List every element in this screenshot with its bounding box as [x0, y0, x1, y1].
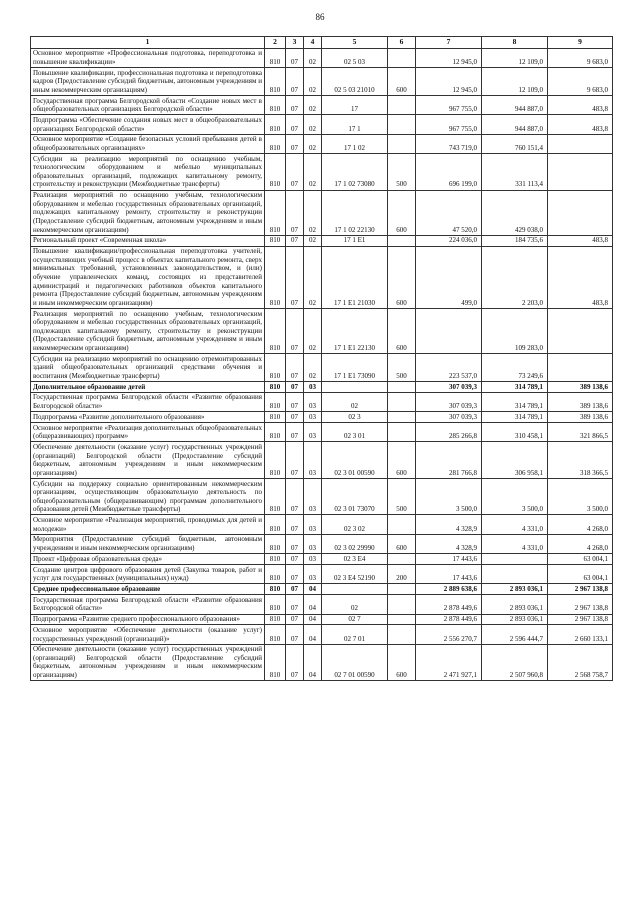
table-row	[31, 565, 613, 584]
item-name-cell: Основное мероприятие «Профессиональная подготовка, переподготовка и повышение квалификации»	[31, 48, 265, 67]
expense-type-cell: 600	[388, 644, 416, 681]
expense-type-cell	[388, 412, 416, 423]
amount-year1-cell: 2 878 449,6	[416, 595, 482, 614]
ministry-code-cell: 810	[265, 48, 286, 67]
amount-year3-cell: 9 683,0	[548, 48, 613, 67]
amount-year2-cell: 4 331,0	[482, 515, 548, 534]
amount-year1-cell: 696 199,0	[416, 154, 482, 191]
target-article-cell	[322, 382, 388, 393]
target-article-cell: 02 5 03 21010	[322, 67, 388, 95]
amount-year1-cell: 967 755,0	[416, 115, 482, 134]
ministry-code-cell: 810	[265, 422, 286, 441]
amount-year3-cell: 483,8	[548, 115, 613, 134]
amount-year2-cell: 429 038,0	[482, 190, 548, 235]
ministry-code-cell: 810	[265, 246, 286, 308]
section-code-cell: 07	[286, 48, 304, 67]
ministry-code-cell: 810	[265, 235, 286, 246]
section-code-cell: 07	[286, 115, 304, 134]
amount-year3-cell: 389 138,6	[548, 392, 613, 411]
amount-year3-cell	[548, 308, 613, 353]
expense-type-cell	[388, 515, 416, 534]
amount-year3-cell: 483,8	[548, 95, 613, 114]
subsection-code-cell: 03	[304, 534, 322, 553]
amount-year2-cell: 2 893 036,1	[482, 584, 548, 595]
table-row	[31, 554, 613, 565]
table-row	[31, 48, 613, 67]
target-article-cell: 02	[322, 595, 388, 614]
header-cell: 8	[482, 37, 548, 49]
ministry-code-cell: 810	[265, 134, 286, 153]
subsection-code-cell: 02	[304, 48, 322, 67]
section-code-cell: 07	[286, 190, 304, 235]
target-article-cell: 02 5 03	[322, 48, 388, 67]
subsection-code-cell: 04	[304, 584, 322, 595]
target-article-cell: 17 1 E1	[322, 235, 388, 246]
expense-type-cell: 600	[388, 442, 416, 479]
expense-type-cell	[388, 134, 416, 153]
item-name-cell: Подпрограмма «Развитие среднего профессионального образования»	[31, 614, 265, 625]
table-row	[31, 442, 613, 479]
amount-year1-cell: 307 039,3	[416, 412, 482, 423]
subsection-code-cell: 03	[304, 412, 322, 423]
item-name-cell: Региональный проект «Современная школа»	[31, 235, 265, 246]
table-row	[31, 95, 613, 114]
amount-year3-cell: 389 138,6	[548, 382, 613, 393]
item-name-cell: Повышение квалификации/профессиональная переподготовка учителей, осуществляющих учебный процесс в объектах капитального ремонта, сверх минимальных требований, установленных законодательством, и (или) обучение управленческих команд, состоящих из представителей администраций и педагогических работников объектов капитального ремонта (Предоставление субсидий бюджетным, автономным учреждениям и иным некоммерческим организациям)	[31, 246, 265, 308]
expense-type-cell	[388, 422, 416, 441]
expense-type-cell	[388, 595, 416, 614]
subsection-code-cell: 02	[304, 308, 322, 353]
amount-year1-cell: 2 556 270,7	[416, 625, 482, 644]
subsection-code-cell: 03	[304, 442, 322, 479]
header-cell: 3	[286, 37, 304, 49]
target-article-cell: 17 1 E1 73090	[322, 354, 388, 382]
expense-type-cell: 500	[388, 478, 416, 515]
subsection-code-cell: 03	[304, 422, 322, 441]
section-code-cell: 07	[286, 246, 304, 308]
table-row	[31, 644, 613, 681]
ministry-code-cell: 810	[265, 644, 286, 681]
amount-year3-cell: 483,8	[548, 235, 613, 246]
target-article-cell: 02 3 01 00590	[322, 442, 388, 479]
item-name-cell: Реализация мероприятий по оснащению учебным, технологическим оборудованием и мебелью государственных образовательных организаций, подлежащих капитальному ремонту, строительству и реконструкции (Предоставление субсидий бюджетным, автономным учреждениям и иным некоммерческим организациям)	[31, 308, 265, 353]
header-cell: 2	[265, 37, 286, 49]
target-article-cell: 02 3 E4	[322, 554, 388, 565]
amount-year2-cell: 4 331,0	[482, 534, 548, 553]
amount-year1-cell: 499,0	[416, 246, 482, 308]
budget-table	[30, 36, 613, 681]
amount-year2-cell: 306 958,1	[482, 442, 548, 479]
amount-year3-cell: 2 967 138,8	[548, 584, 613, 595]
amount-year3-cell	[548, 190, 613, 235]
amount-year3-cell: 3 500,0	[548, 478, 613, 515]
subsection-code-cell: 03	[304, 392, 322, 411]
amount-year1-cell: 3 500,0	[416, 478, 482, 515]
expense-type-cell: 500	[388, 354, 416, 382]
amount-year2-cell: 2 893 036,1	[482, 595, 548, 614]
ministry-code-cell: 810	[265, 584, 286, 595]
amount-year3-cell	[548, 134, 613, 153]
section-code-cell: 07	[286, 554, 304, 565]
item-name-cell: Основное мероприятие «Обеспечение деятельности (оказание услуг) государственных учреждений (организаций)»	[31, 625, 265, 644]
amount-year2-cell: 2 507 960,8	[482, 644, 548, 681]
item-name-cell: Государственная программа Белгородской области «Развитие образования Белгородской области»	[31, 392, 265, 411]
subsection-code-cell: 03	[304, 565, 322, 584]
amount-year3-cell: 321 866,5	[548, 422, 613, 441]
subsection-code-cell: 03	[304, 515, 322, 534]
table-row	[31, 412, 613, 423]
amount-year3-cell: 2 967 138,8	[548, 595, 613, 614]
item-name-cell: Обеспечение деятельности (оказание услуг) государственных учреждений (организаций) Белгородской области (Предоставление субсидий бюджетным, автономным учреждениям и иным некоммерческим организациям)	[31, 644, 265, 681]
target-article-cell	[322, 584, 388, 595]
amount-year1-cell: 12 945,0	[416, 48, 482, 67]
ministry-code-cell: 810	[265, 478, 286, 515]
amount-year3-cell: 4 268,0	[548, 515, 613, 534]
expense-type-cell	[388, 95, 416, 114]
expense-type-cell: 200	[388, 565, 416, 584]
target-article-cell: 02 7	[322, 614, 388, 625]
amount-year3-cell: 483,8	[548, 246, 613, 308]
section-code-cell: 07	[286, 644, 304, 681]
item-name-cell: Повышение квалификации, профессиональная подготовка и переподготовка кадров (Предоставление субсидий бюджетным, автономным учреждениям и иным некоммерческим организациям)	[31, 67, 265, 95]
ministry-code-cell: 810	[265, 67, 286, 95]
amount-year1-cell: 17 443,6	[416, 554, 482, 565]
ministry-code-cell: 810	[265, 534, 286, 553]
target-article-cell: 17 1 02 73080	[322, 154, 388, 191]
section-code-cell: 07	[286, 422, 304, 441]
subsection-code-cell: 02	[304, 190, 322, 235]
subsection-code-cell: 04	[304, 644, 322, 681]
subsection-code-cell: 04	[304, 595, 322, 614]
target-article-cell: 17 1 E1 21030	[322, 246, 388, 308]
ministry-code-cell: 810	[265, 565, 286, 584]
item-name-cell: Основное мероприятие «Создание безопасных условий пребывания детей в общеобразовательных организациях»	[31, 134, 265, 153]
ministry-code-cell: 810	[265, 554, 286, 565]
subsection-code-cell: 02	[304, 115, 322, 134]
amount-year2-cell: 184 735,6	[482, 235, 548, 246]
amount-year1-cell: 17 443,6	[416, 565, 482, 584]
ministry-code-cell: 810	[265, 308, 286, 353]
subsection-code-cell: 02	[304, 134, 322, 153]
amount-year2-cell: 310 458,1	[482, 422, 548, 441]
table-row	[31, 478, 613, 515]
target-article-cell: 17 1 02	[322, 134, 388, 153]
section-code-cell: 07	[286, 308, 304, 353]
amount-year3-cell: 4 268,0	[548, 534, 613, 553]
amount-year1-cell: 2 889 638,6	[416, 584, 482, 595]
table-row	[31, 625, 613, 644]
target-article-cell: 02 3	[322, 412, 388, 423]
amount-year1-cell: 967 755,0	[416, 95, 482, 114]
amount-year1-cell: 4 328,9	[416, 534, 482, 553]
table-row	[31, 134, 613, 153]
amount-year1-cell: 285 266,8	[416, 422, 482, 441]
section-code-cell: 07	[286, 442, 304, 479]
amount-year2-cell: 2 203,0	[482, 246, 548, 308]
ministry-code-cell: 810	[265, 515, 286, 534]
expense-type-cell	[388, 584, 416, 595]
amount-year2-cell: 73 249,6	[482, 354, 548, 382]
table-row	[31, 115, 613, 134]
subsection-code-cell: 02	[304, 95, 322, 114]
table-row	[31, 246, 613, 308]
expense-type-cell: 600	[388, 190, 416, 235]
expense-type-cell	[388, 382, 416, 393]
expense-type-cell	[388, 614, 416, 625]
table-row	[31, 382, 613, 393]
section-code-cell: 07	[286, 382, 304, 393]
subsection-code-cell: 02	[304, 235, 322, 246]
ministry-code-cell: 810	[265, 595, 286, 614]
table-row	[31, 190, 613, 235]
item-name-cell: Подпрограмма «Обеспечение создания новых мест в общеобразовательных организациях Белгородской области»	[31, 115, 265, 134]
subsection-code-cell: 02	[304, 67, 322, 95]
amount-year1-cell: 307 039,3	[416, 392, 482, 411]
table-header-row	[31, 37, 613, 49]
target-article-cell: 17	[322, 95, 388, 114]
section-code-cell: 07	[286, 154, 304, 191]
amount-year2-cell	[482, 565, 548, 584]
target-article-cell: 02 3 02 29990	[322, 534, 388, 553]
amount-year3-cell: 389 138,6	[548, 412, 613, 423]
header-cell: 4	[304, 37, 322, 49]
item-name-cell: Подпрограмма «Развитие дополнительного образования»	[31, 412, 265, 423]
table-row	[31, 354, 613, 382]
ministry-code-cell: 810	[265, 115, 286, 134]
table-row	[31, 422, 613, 441]
section-code-cell: 07	[286, 354, 304, 382]
ministry-code-cell: 810	[265, 614, 286, 625]
expense-type-cell: 600	[388, 246, 416, 308]
amount-year2-cell: 109 283,0	[482, 308, 548, 353]
target-article-cell: 02 7 01 00590	[322, 644, 388, 681]
amount-year2-cell: 944 887,0	[482, 115, 548, 134]
amount-year1-cell: 12 945,0	[416, 67, 482, 95]
item-name-cell: Основное мероприятие «Реализация дополнительных общеобразовательных (общеразвивающих) программ»	[31, 422, 265, 441]
subsection-code-cell: 03	[304, 554, 322, 565]
table-row	[31, 595, 613, 614]
amount-year3-cell: 2 967 138,8	[548, 614, 613, 625]
section-code-cell: 07	[286, 478, 304, 515]
section-code-cell: 07	[286, 534, 304, 553]
table-row	[31, 235, 613, 246]
item-name-cell: Основное мероприятие «Реализация мероприятий, проводимых для детей и молодежи»	[31, 515, 265, 534]
section-code-cell: 07	[286, 392, 304, 411]
subsection-code-cell: 04	[304, 614, 322, 625]
table-row	[31, 534, 613, 553]
target-article-cell: 02 7 01	[322, 625, 388, 644]
item-name-cell: Создание центров цифрового образования детей (Закупка товаров, работ и услуг для государственных (муниципальных) нужд)	[31, 565, 265, 584]
table-row	[31, 614, 613, 625]
amount-year1-cell: 281 766,8	[416, 442, 482, 479]
target-article-cell: 02 3 E4 52190	[322, 565, 388, 584]
amount-year2-cell: 12 109,0	[482, 67, 548, 95]
subsection-code-cell: 03	[304, 382, 322, 393]
section-code-cell: 07	[286, 134, 304, 153]
amount-year3-cell: 318 366,5	[548, 442, 613, 479]
item-name-cell: Субсидии на реализацию мероприятий по оснащению отремонтированных зданий общеобразовательных организаций средствами обучения и воспитания (Межбюджетные трансферты)	[31, 354, 265, 382]
section-code-cell: 07	[286, 584, 304, 595]
amount-year2-cell: 12 109,0	[482, 48, 548, 67]
amount-year3-cell: 2 568 758,7	[548, 644, 613, 681]
ministry-code-cell: 810	[265, 354, 286, 382]
amount-year1-cell: 224 036,0	[416, 235, 482, 246]
ministry-code-cell: 810	[265, 95, 286, 114]
item-name-cell: Дополнительное образование детей	[31, 382, 265, 393]
amount-year3-cell: 2 660 133,1	[548, 625, 613, 644]
expense-type-cell	[388, 392, 416, 411]
amount-year3-cell	[548, 354, 613, 382]
ministry-code-cell: 810	[265, 412, 286, 423]
table-row	[31, 67, 613, 95]
subsection-code-cell: 03	[304, 478, 322, 515]
amount-year2-cell: 331 113,4	[482, 154, 548, 191]
expense-type-cell: 600	[388, 534, 416, 553]
expense-type-cell: 600	[388, 308, 416, 353]
item-name-cell: Среднее профессиональное образование	[31, 584, 265, 595]
amount-year1-cell	[416, 308, 482, 353]
target-article-cell: 02 3 01	[322, 422, 388, 441]
section-code-cell: 07	[286, 412, 304, 423]
expense-type-cell	[388, 235, 416, 246]
subsection-code-cell: 02	[304, 354, 322, 382]
amount-year1-cell: 2 878 449,6	[416, 614, 482, 625]
amount-year1-cell: 743 719,0	[416, 134, 482, 153]
page-number: 86	[315, 12, 325, 22]
amount-year2-cell: 760 151,4	[482, 134, 548, 153]
amount-year3-cell: 63 004,1	[548, 565, 613, 584]
section-code-cell: 07	[286, 515, 304, 534]
expense-type-cell	[388, 625, 416, 644]
expense-type-cell: 500	[388, 154, 416, 191]
section-code-cell: 07	[286, 235, 304, 246]
table-row	[31, 515, 613, 534]
section-code-cell: 07	[286, 95, 304, 114]
target-article-cell: 02 3 01 73070	[322, 478, 388, 515]
expense-type-cell	[388, 554, 416, 565]
amount-year1-cell: 4 328,9	[416, 515, 482, 534]
expense-type-cell: 600	[388, 67, 416, 95]
amount-year2-cell: 3 500,0	[482, 478, 548, 515]
item-name-cell: Проект «Цифровая образовательная среда»	[31, 554, 265, 565]
amount-year2-cell: 314 789,1	[482, 392, 548, 411]
amount-year2-cell	[482, 554, 548, 565]
header-cell: 1	[31, 37, 265, 49]
table-row	[31, 154, 613, 191]
item-name-cell: Обеспечение деятельности (оказание услуг) государственных учреждений (организаций) Белгородской области (Предоставление субсидий бюджетным, автономным учреждениям и иным некоммерческим организациям)	[31, 442, 265, 479]
item-name-cell: Субсидии на реализацию мероприятий по оснащению учебным, технологическим оборудованием и мебелью муниципальных образовательных организаций, подлежащих капитальному ремонту, строительству и реконструкции (Межбюджетные трансферты)	[31, 154, 265, 191]
item-name-cell: Мероприятия (Предоставление субсидий бюджетным, автономным учреждениям и иным некоммерческим организациям)	[31, 534, 265, 553]
amount-year2-cell: 2 893 036,1	[482, 614, 548, 625]
item-name-cell: Государственная программа Белгородской области «Развитие образования Белгородской области»	[31, 595, 265, 614]
amount-year3-cell	[548, 154, 613, 191]
section-code-cell: 07	[286, 565, 304, 584]
header-cell: 9	[548, 37, 613, 49]
section-code-cell: 07	[286, 625, 304, 644]
subsection-code-cell: 02	[304, 154, 322, 191]
amount-year2-cell: 314 789,1	[482, 412, 548, 423]
target-article-cell: 02 3 02	[322, 515, 388, 534]
amount-year2-cell: 2 596 444,7	[482, 625, 548, 644]
table-row	[31, 392, 613, 411]
ministry-code-cell: 810	[265, 190, 286, 235]
amount-year2-cell: 944 887,0	[482, 95, 548, 114]
item-name-cell: Государственная программа Белгородской области «Создание новых мест в общеобразовательных организациях Белгородской области»	[31, 95, 265, 114]
header-cell: 5	[322, 37, 388, 49]
target-article-cell: 17 1 02 22130	[322, 190, 388, 235]
target-article-cell: 17 1	[322, 115, 388, 134]
table-row	[31, 308, 613, 353]
section-code-cell: 07	[286, 67, 304, 95]
amount-year3-cell: 63 004,1	[548, 554, 613, 565]
amount-year1-cell: 2 471 927,1	[416, 644, 482, 681]
subsection-code-cell: 02	[304, 246, 322, 308]
amount-year1-cell: 223 537,0	[416, 354, 482, 382]
section-code-cell: 07	[286, 614, 304, 625]
target-article-cell: 17 1 E1 22130	[322, 308, 388, 353]
expense-type-cell	[388, 115, 416, 134]
target-article-cell: 02	[322, 392, 388, 411]
amount-year1-cell: 47 520,0	[416, 190, 482, 235]
amount-year3-cell: 9 683,0	[548, 67, 613, 95]
subsection-code-cell: 04	[304, 625, 322, 644]
table-row	[31, 584, 613, 595]
header-cell: 7	[416, 37, 482, 49]
ministry-code-cell: 810	[265, 154, 286, 191]
expense-type-cell	[388, 48, 416, 67]
ministry-code-cell: 810	[265, 392, 286, 411]
amount-year2-cell: 314 789,1	[482, 382, 548, 393]
item-name-cell: Реализация мероприятий по оснащению учебным, технологическим оборудованием и мебелью государственных образовательных организаций, подлежащих капитальному ремонту, строительству и реконструкции (Предоставление субсидий бюджетным, автономным учреждениям и иным некоммерческим организациям)	[31, 190, 265, 235]
ministry-code-cell: 810	[265, 442, 286, 479]
header-cell: 6	[388, 37, 416, 49]
ministry-code-cell: 810	[265, 625, 286, 644]
item-name-cell: Субсидии на поддержку социально ориентированным некоммерческим организациям, осуществляющим образовательную деятельность по общеобразовательным (общеразвивающим) программам дополнительного образования детей (Межбюджетные трансферты)	[31, 478, 265, 515]
amount-year1-cell: 307 039,3	[416, 382, 482, 393]
section-code-cell: 07	[286, 595, 304, 614]
ministry-code-cell: 810	[265, 382, 286, 393]
